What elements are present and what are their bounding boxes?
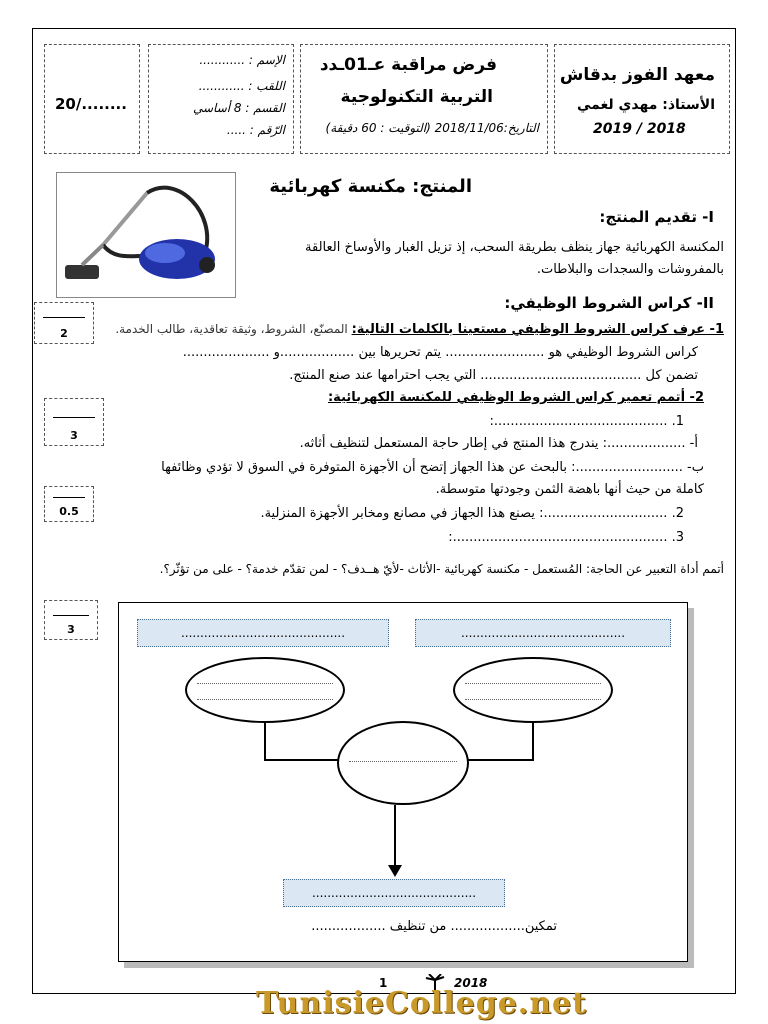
subject: التربية التكنولوجية	[340, 87, 493, 107]
diagram-caption: تمكين.................. من تنظيف ..................	[311, 919, 557, 934]
diagram-box-left[interactable]: ...........................................	[137, 619, 389, 647]
connector-left	[264, 721, 266, 759]
student-info-box	[148, 44, 294, 154]
q3-instructions: أتمم أداة التعبير عن الحاجة: المُستعمل - مكنسة كهربائية -الأثاث -لأيّ هــدف؟ - لمن تقدّم خدمة؟ - على من تؤثّر؟.	[159, 562, 724, 576]
score-box	[44, 44, 140, 154]
item-3: 3. ....................................................:	[448, 530, 684, 545]
mark-value: 0.5	[59, 505, 79, 518]
q1-line2: تضمن كل ....................................... التي يجب احترامها عند صنع المنتج.	[289, 368, 698, 383]
mark-box-q2-2	[44, 486, 94, 522]
q1-title-text: 1- عرف كراس الشروط الوظيفي مستعينا بالكلمات التالية:	[351, 322, 724, 337]
section1-text-line2: بالمفروشات والسجدات والبلاطات.	[536, 262, 724, 277]
exam-date: التاريخ:2018/11/06 (التوقيت : 60 دقيقة)	[325, 121, 539, 135]
connector-right	[532, 721, 534, 759]
diagram-ellipse-right[interactable]	[453, 657, 613, 723]
school-year: 2019 / 2018	[593, 121, 686, 137]
section2-heading: II- كراس الشروط الوظيفي:	[504, 294, 714, 312]
class-label: القسم : 8 أساسي	[193, 101, 285, 115]
surname-label: اللقب : ............	[198, 79, 285, 93]
mark-value: 2	[60, 327, 68, 340]
diagram-box-right[interactable]: ...........................................	[415, 619, 671, 647]
q1-title	[115, 322, 724, 337]
school-name: معهد الفوز بدقاش	[559, 65, 715, 85]
page-number: 1	[379, 976, 388, 990]
watermark: TunisieCollege.net	[256, 986, 587, 1021]
exam-title: فرض مراقبة عـ01ـدد	[319, 55, 497, 75]
mark-box-q3	[44, 600, 98, 640]
product-title: المنتج: مكنسة كهربائية	[269, 176, 472, 197]
vacuum-cleaner-icon	[57, 173, 235, 297]
item-b-continued: كاملة من حيث أنها باهضة الثمن وجودتها متوسطة.	[435, 482, 704, 497]
vacuum-cleaner-image	[56, 172, 236, 298]
name-label: الإسم : ............	[199, 53, 285, 67]
q1-line1: كراس الشروط الوظيفي هو ........................ يتم تحريرها بين ..................و .....................	[182, 345, 698, 360]
q1-words: المصنّع، الشروط، وثيقة تعاقدية، طالب الخدمة.	[115, 322, 352, 336]
mark-value: 3	[70, 429, 78, 442]
need-diagram	[118, 602, 688, 962]
connector-down	[394, 805, 396, 867]
q2-title: 2- أتمم تعمير كراس الشروط الوظيفي للمكنسة الكهربائية:	[327, 390, 704, 405]
school-box	[554, 44, 730, 154]
year-stamp: 2018	[454, 976, 488, 990]
item-b: ب- ..........................: بالبحث عن هذا الجهاز إتضح أن الأجهزة المتوفرة في السوق لا تؤدي وظائفها	[161, 460, 704, 475]
mark-value: 3	[67, 623, 75, 636]
section1-heading: I- تقديم المنتج:	[599, 208, 714, 226]
score: 20/........	[55, 95, 127, 113]
mark-box-q1	[34, 302, 94, 344]
item-2: 2. ..............................: يصنع هذا الجهاز في مصانع ومخابر الأجهزة المنزلية.	[260, 506, 684, 521]
mark-box-q2	[44, 398, 104, 446]
diagram-box-bottom[interactable]: ...........................................	[283, 879, 505, 907]
teacher-name: الأستاذ: مهدي لغمي	[576, 97, 715, 113]
item-1: 1. ..........................................:	[489, 414, 684, 429]
number-label: الرّقم : .....	[226, 123, 285, 137]
arrow-down-icon	[388, 865, 402, 877]
item-a: أ- ...................: يندرج هذا المنتج في إطار حاجة المستعمل لتنظيف أثاثه.	[299, 436, 698, 451]
diagram-ellipse-center[interactable]	[337, 721, 469, 805]
exam-info-box	[300, 44, 548, 154]
diagram-ellipse-left[interactable]	[185, 657, 345, 723]
section1-text-line1: المكنسة الكهربائية جهاز ينظف بطريقة السحب، إذ تزيل الغبار والأوساخ العالقة	[305, 240, 724, 255]
